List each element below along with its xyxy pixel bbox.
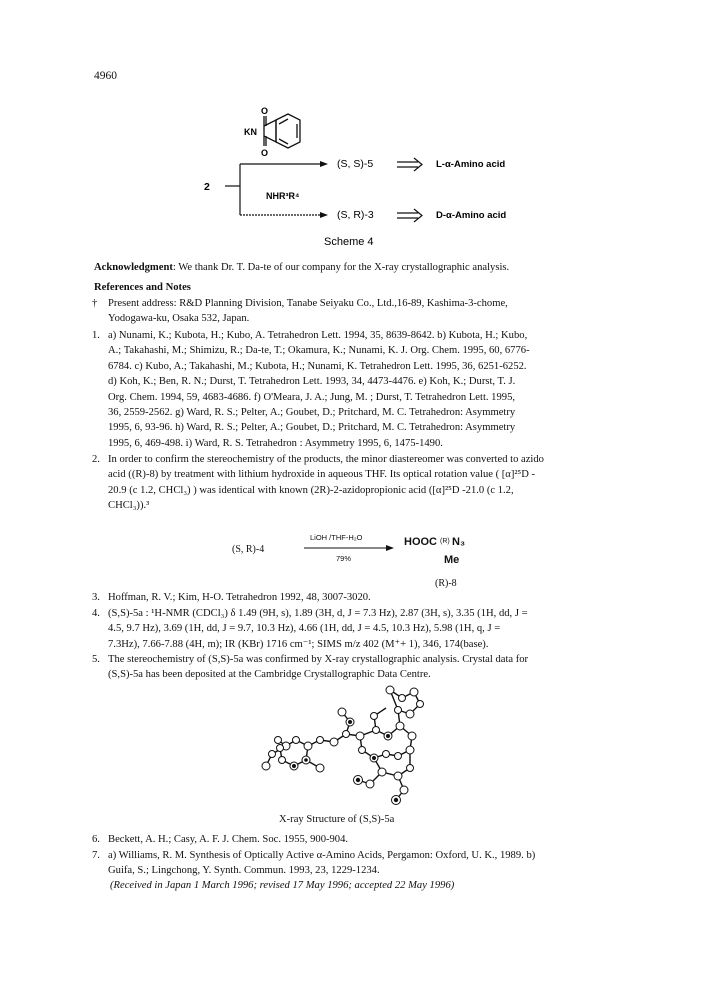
reference-line: 6784. c) Kubo, A.; Takahashi, M.; Kubota, H.; Nunami, K. Tetrahedron Lett. 1995, 36, 6251-6252. [108, 360, 527, 372]
reference-2 [92, 452, 648, 514]
reference-line: A.; Takahashi, M.; Shimizu, R.; Da-te, T.; Okamura, K.; Nunami, K. J. Org. Chem. 1995, 60, 6776- [108, 345, 530, 357]
reference-line: (S,S)-5a has been deposited at the Cambridge Crystallographic Data Centre. [108, 669, 431, 681]
received-dates: (Received in Japan 1 March 1996; revised 17 May 1996; accepted 22 May 1996) [110, 880, 455, 891]
scheme-row1-compound: (S, S)-5 [337, 158, 374, 170]
reference-line: Yodogawa-ku, Osaka 532, Japan. [108, 313, 250, 325]
xray-structure-figure [250, 684, 450, 812]
acknowledgment [94, 260, 654, 275]
reference-line: Hoffman, R. V.; Kim, H-O. Tetrahedron 1992, 48, 3007-3020. [108, 592, 371, 603]
reference-number: 2. [92, 454, 100, 465]
reference-line: acid ((R)-8) by treatment with lithium hydroxide in aqueous THF. Its optical rotation value ( [α]²⁵D - [108, 469, 536, 481]
reference-line: 20.9 (c 1.2, CHCl₃) ) was identical with known (2R)-2-azidopropionic acid ([α]²⁵D -21.0 (c 1.2, [108, 484, 514, 496]
reference-number: 3. [92, 592, 100, 603]
reference-number: 7. [92, 850, 100, 861]
reference-number: 6. [92, 834, 100, 845]
scheme-4-diagram [180, 100, 560, 260]
carbonyl-o-bottom: O [261, 148, 269, 158]
reference-line: (S,S)-5a : ¹H-NMR (CDCl₃) δ 1.49 (9H, s), 1.89 (3H, d, J = 7.3 Hz), 2.87 (3H, s), 3.35 (1H, dd, J = [108, 608, 528, 619]
carbonyl-o-top: O [261, 106, 269, 116]
dagger-mark: † [92, 298, 98, 309]
implies-arrow-icon [397, 158, 422, 171]
scheme-caption: Scheme 4 [324, 236, 374, 248]
acknowledgment-heading: Acknowledgment [94, 262, 173, 273]
equation-product-label: (R)-8 [435, 578, 457, 589]
references-heading: References and Notes [94, 282, 191, 293]
reference-line: Beckett, A. H.; Casy, A. F. J. Chem. Soc. 1955, 900-904. [108, 834, 349, 845]
implies-arrow-icon [397, 209, 422, 222]
scheme-start-compound: 2 [204, 181, 210, 193]
reference-line: 1995, 6, 93-96. h) Ward, R. S.; Pelter, A.; Goubet, D.; Pritchard, M. C. Tetrahedron: Asymmetry [108, 422, 516, 434]
scheme-reagent-top: KN [244, 127, 257, 137]
reference-5 [92, 652, 648, 683]
reaction-equation [218, 530, 518, 576]
reference-line: In order to confirm the stereochemistry of the products, the minor diastereomer was converted to azido [108, 454, 544, 465]
equation-yield: 79% [336, 554, 352, 563]
reference-dagger [92, 296, 648, 327]
reference-6 [92, 832, 648, 847]
reference-line: 36, 2559-2562. g) Ward, R. S.; Pelter, A.; Goubet, D.; Pritchard, M. C. Tetrahedron: Asymmetry [108, 407, 516, 419]
reference-number: 5. [92, 654, 100, 665]
reference-line: CHCl₃)).³ [108, 500, 150, 512]
scheme-row2-product: D-α-Amino acid [436, 210, 507, 221]
scheme-row1-product: L-α-Amino acid [436, 159, 506, 170]
reference-line: a) Nunami, K.; Kubota, H.; Kubo, A. Tetrahedron Lett. 1994, 35, 8639-8642. b) Kubota, H.; Kubo, [108, 330, 528, 341]
reference-line: Present address: R&D Planning Division, Tanabe Seiyaku Co., Ltd.,16-89, Kashima-3-chome, [108, 298, 508, 309]
reference-line: Guifa, S.; Lingchong, Y. Synth. Commun. 1993, 23, 1229-1234. [108, 865, 380, 877]
reference-3 [92, 590, 648, 605]
page-number: 4960 [94, 70, 117, 82]
scheme-row2-compound: (S, R)-3 [337, 209, 374, 221]
acknowledgment-text: : We thank Dr. T. Da-te of our company for the X-ray crystallographic analysis. [172, 262, 510, 273]
xray-caption: X-ray Structure of (S,S)-5a [279, 814, 395, 825]
reference-line: 4.5, 9.7 Hz), 3.69 (1H, dd, J = 9.7, 10.3 Hz), 4.66 (1H, dd, J = 4.5, 10.3 Hz), 5.98 (1H, q, J = [108, 623, 501, 635]
equation-product-config: (R) [440, 538, 450, 545]
crystal-atoms [262, 686, 424, 805]
scheme-reagent-bottom: NHR³R⁴ [266, 191, 300, 201]
equation-reagent: LiOH /THF-H₂O [310, 533, 363, 542]
equation-start-compound: (S, R)-4 [232, 544, 265, 555]
reference-line: Org. Chem. 1994, 59, 4683-4686. f) O'Meara, J. A.; Jung, M. ; Durst, T. Tetrahedron Lett. 1995, [108, 391, 516, 403]
reference-4 [92, 606, 648, 652]
reference-7 [92, 848, 648, 879]
reaction-arrow-icon [304, 544, 394, 552]
equation-product-azide: N₃ [452, 536, 466, 548]
reference-number: 1. [92, 330, 100, 341]
phthalimide-structure [264, 114, 300, 148]
reference-line: The stereochemistry of (S,S)-5a was confirmed by X-ray crystallographic analysis. Crystal data for [108, 654, 529, 665]
reference-line: 7.3Hz), 7.66-7.88 (4H, m); IR (KBr) 1716 cm⁻¹; SIMS m/z 402 (M⁺+ 1), 346, 174(base). [108, 638, 489, 650]
reference-number: 4. [92, 608, 100, 619]
reference-1 [92, 328, 648, 451]
equation-product-acid: HOOC [404, 536, 437, 548]
reference-line: 1995, 6, 469-498. i) Ward, R. S. Tetrahedron : Asymmetry 1995, 6, 1475-1490. [108, 437, 443, 449]
equation-product-methyl: Me [444, 554, 460, 566]
reference-line: a) Williams, R. M. Synthesis of Optically Active α-Amino Acids, Pergamon: Oxford, U. K., 1989. b) [108, 850, 536, 861]
reference-line: d) Koh, K.; Ben, R. N.; Durst, T. Tetrahedron Lett. 1993, 34, 4473-4476. e) Koh, K.; Durst, T. J. [108, 376, 516, 388]
